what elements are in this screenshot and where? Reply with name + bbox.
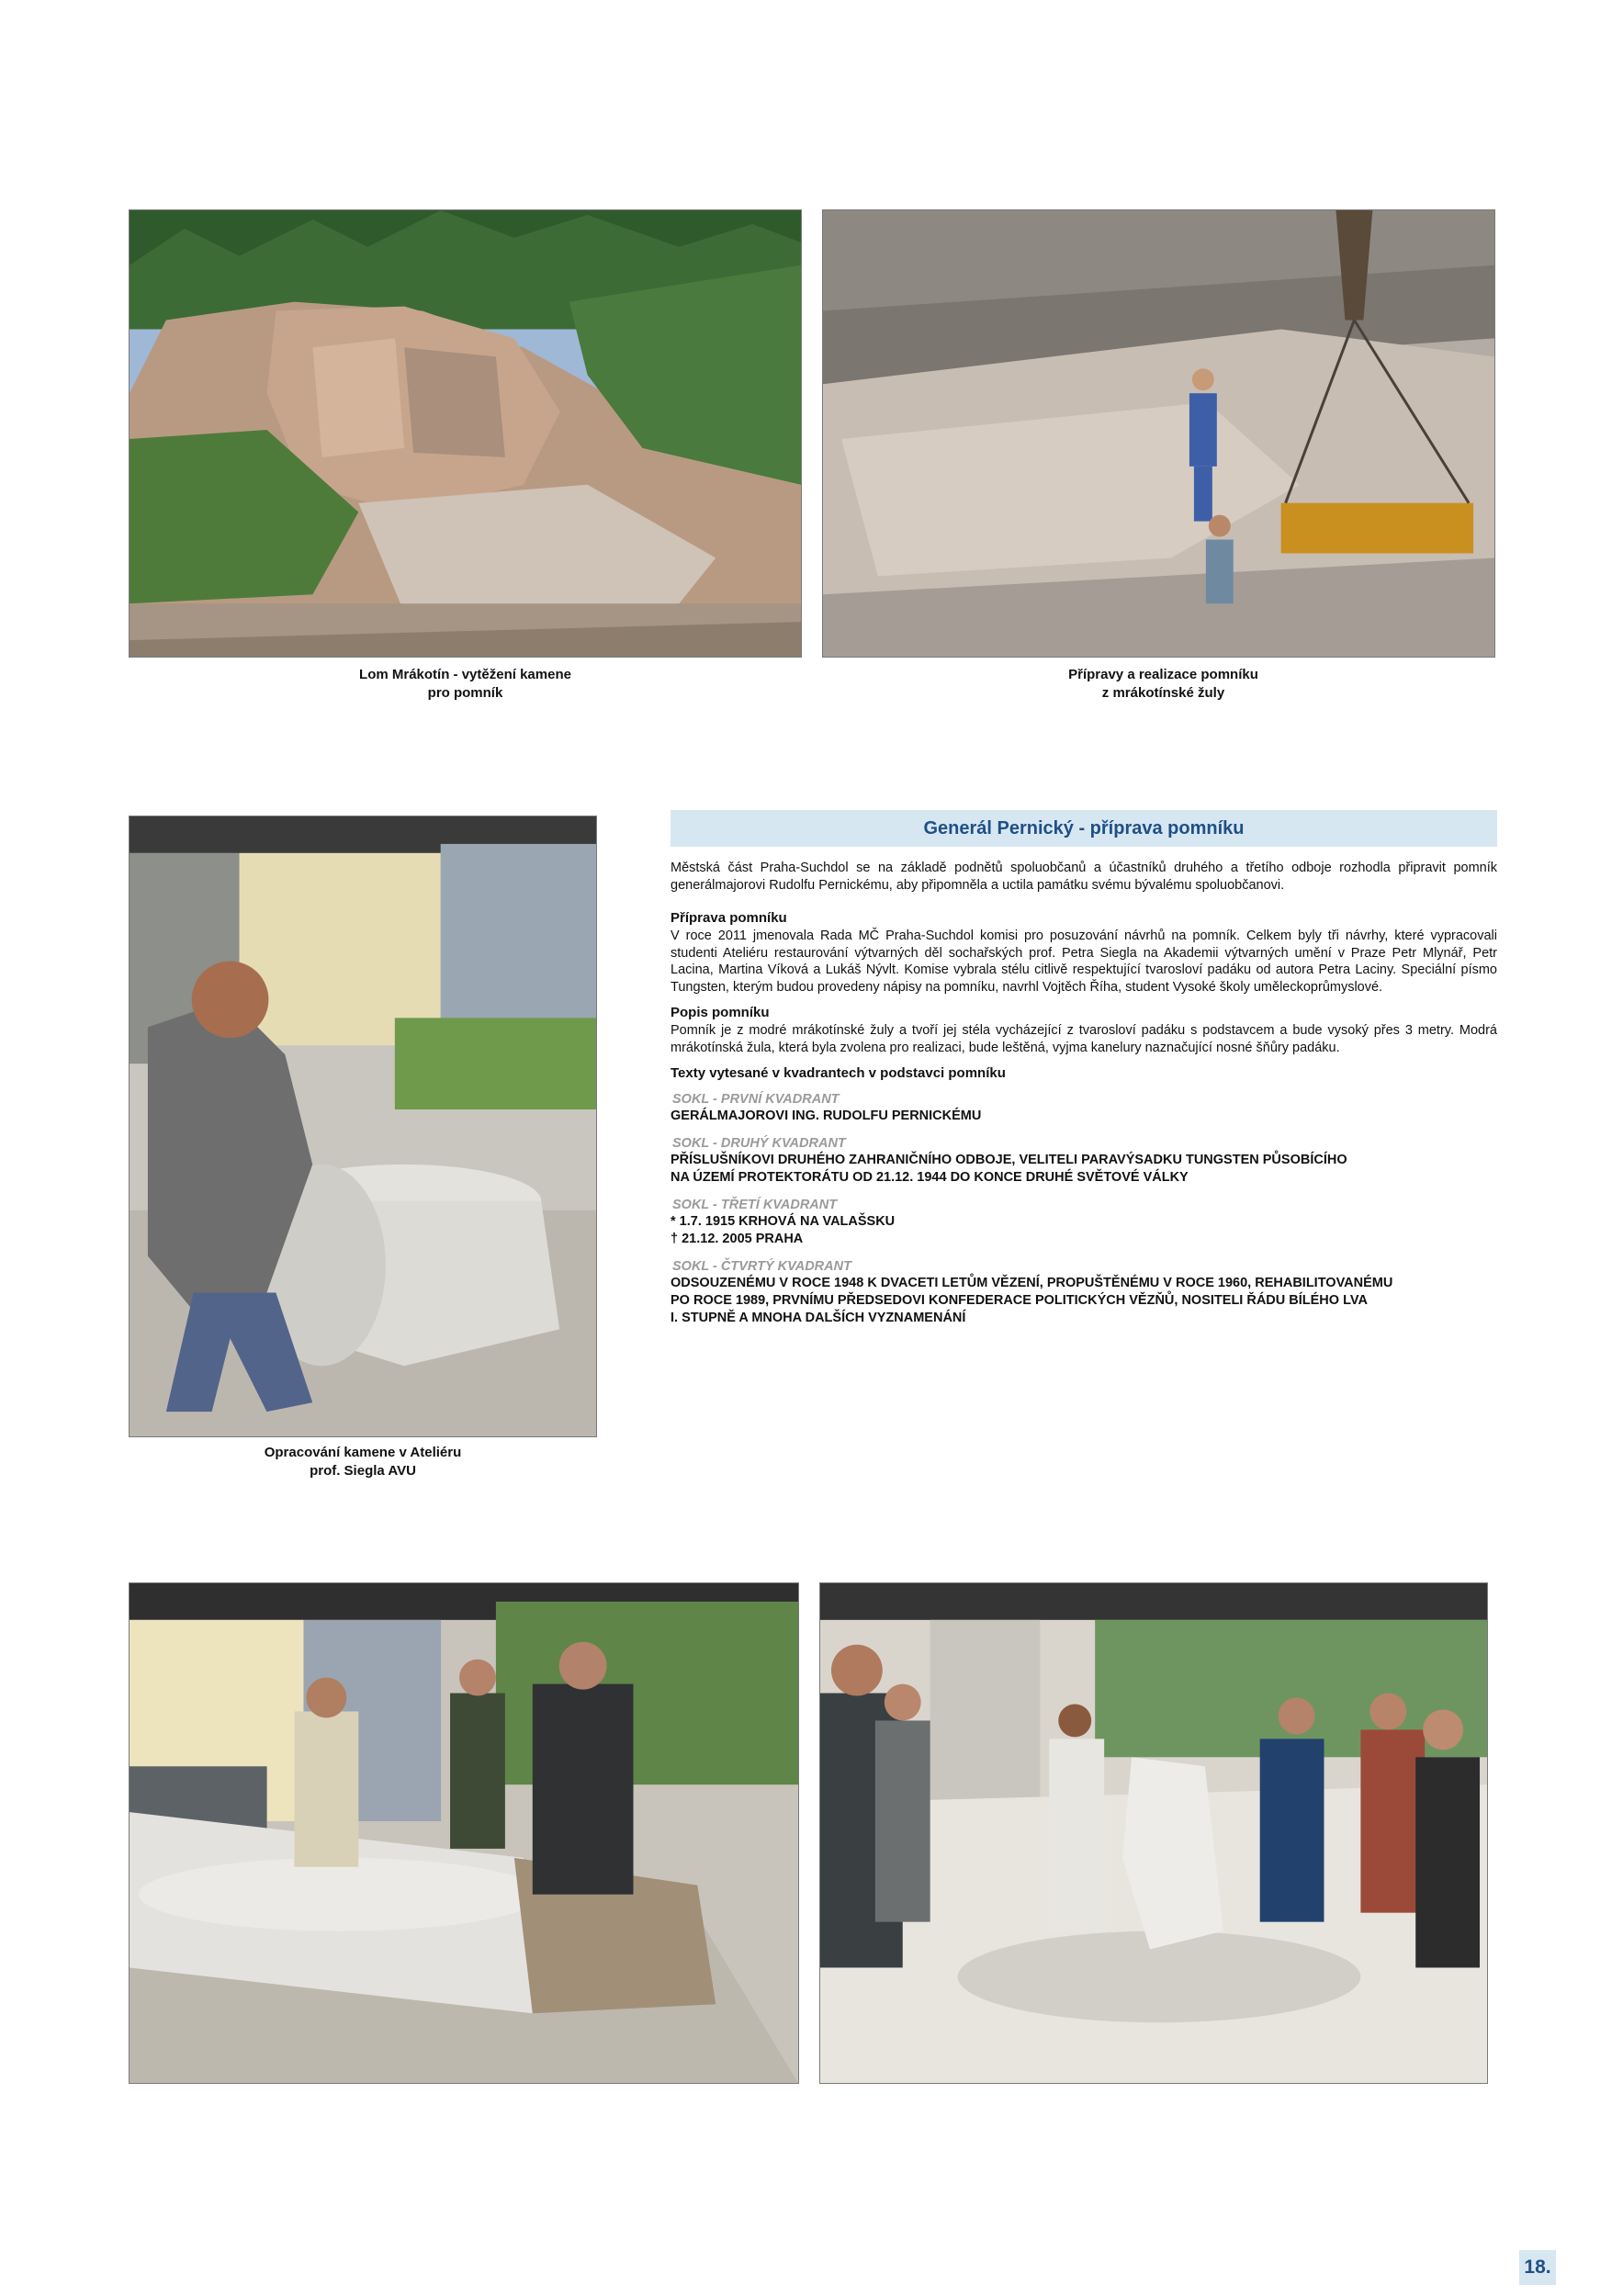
quadrant-text: PŘÍSLUŠNÍKOVI DRUHÉHO ZAHRANIČNÍHO ODBOJE, VELITELI PARAVÝSADKU TUNGSTEN PŮSOBÍCÍHO NA ÚZEMÍ PROTEKTORÁTU OD 21.12. 1944 DO KONCE DRUHÉ SVĚTOVÉ VÁLKY: [671, 1153, 1347, 1185]
section-text-preparation: V roce 2011 jmenovala Rada MČ Praha-Suchdol komisi pro posuzování návrhů na pomník. Celkem byly tři návrhy, které vypracovali studenti Ateliéru restaurování výtvarných děl sochařských prof. Petra Siegla na Akademii výtvarných umění v Praze Petr Mlynář, Petr Lacina, Martina Víková a Lukáš Nývlt. Komise vybrala stélu citlivě respektující tvarosloví padáku od autora Petra Laciny. Speciální písmo Tungsten, kterým budou provedeny nápisy na pomníku, navrhl Vojtěch Říha, student Vysoké školy uměleckoprůmyslové.: [671, 929, 1497, 995]
photo-group-left: [129, 1582, 799, 2084]
quadrant-label: SOKL - ČTVRTÝ KVADRANT: [672, 1259, 851, 1274]
section-heading-description: Popis pomníku: [671, 1005, 770, 1020]
photo-quarry: [129, 209, 802, 658]
article: [671, 810, 1497, 1327]
page-number: 18.: [1519, 2250, 1556, 2285]
group-left-image: [130, 1583, 798, 2083]
article-intro: Městská část Praha-Suchdol se na základě podnětů spoluobčanů a účastníků druhého a třetího odboje rozhodla připravit pomník generálmajorovi Rudolfu Pernickému, aby připomněla a uctila památku svému bývalému spoluobčanovi.: [671, 861, 1497, 893]
preparation-image: [823, 210, 1494, 657]
quarry-image: [130, 210, 801, 657]
quadrant-text: GERÁLMAJOROVI ING. RUDOLFU PERNICKÉMU: [671, 1109, 982, 1123]
section-heading-preparation: Příprava pomníku: [671, 910, 787, 926]
quadrants-heading: Texty vytesané v kvadrantech v podstavci pomníku: [671, 1065, 1006, 1081]
atelier-image: [130, 816, 596, 1436]
photo-atelier: [129, 816, 597, 1437]
quadrant-label: SOKL - PRVNÍ KVADRANT: [672, 1092, 840, 1107]
quadrant-label: SOKL - TŘETÍ KVADRANT: [672, 1198, 838, 1212]
caption-preparation: Přípravy a realizace pomníku z mrákotínské žuly: [1068, 667, 1258, 701]
group-right-image: [820, 1583, 1487, 2083]
photo-group-right: [819, 1582, 1488, 2084]
article-title: Generál Pernický - příprava pomníku: [671, 810, 1497, 847]
quadrant-text: * 1.7. 1915 KRHOVÁ NA VALAŠSKU † 21.12. 2005 PRAHA: [671, 1214, 896, 1246]
section-text-description: Pomník je z modré mrákotínské žuly a tvoří jej stéla vycházející z tvarosloví padáku s podstavcem a bude vysoký přes 3 metry. Modrá mrákotínská žula, která byla zvolena pro realizaci, bude leštěná, vyjma kanelury naznačující nosné šňůry padáku.: [671, 1023, 1497, 1055]
caption-atelier: Opracování kamene v Ateliéru prof. Siegla AVU: [264, 1445, 462, 1479]
quadrant-text: ODSOUZENÉMU V ROCE 1948 K DVACETI LETŮM VĚZENÍ, PROPUŠTĚNÉMU V ROCE 1960, REHABILITOVANÉMU PO ROCE 1989, PRVNÍMU PŘEDSEDOVI KONFEDERACE POLITICKÝCH VĚZŇŮ, NOSITELI ŘÁDU BÍLÉHO LVA I. STUPNĚ A MNOHA DALŠÍCH VYZNAMENÁNÍ: [671, 1276, 1393, 1325]
caption-quarry: Lom Mrákotín - vytěžení kamene pro pomník: [359, 667, 571, 701]
quadrant-label: SOKL - DRUHÝ KVADRANT: [672, 1136, 846, 1151]
photo-preparation: [822, 209, 1495, 658]
